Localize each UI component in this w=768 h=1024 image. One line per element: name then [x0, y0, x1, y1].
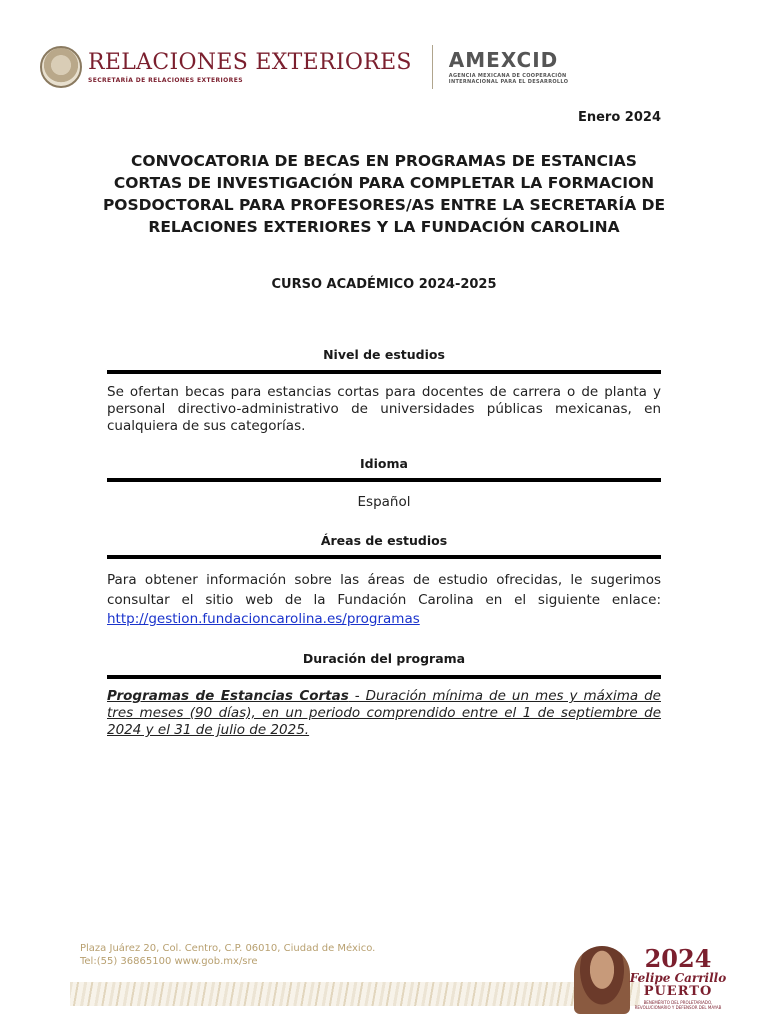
- academic-year: CURSO ACADÉMICO 2024-2025: [271, 277, 497, 292]
- letterhead: [40, 40, 600, 94]
- year-emblem: [628, 946, 728, 1010]
- program-type: Programas de Estancias Cortas: [107, 688, 349, 704]
- section-body-areas: [107, 571, 661, 630]
- section-body-idioma: Español: [357, 494, 411, 510]
- document-title: CONVOCATORIA DE BECAS EN PROGRAMAS DE ESTANCIAS CORTAS DE INVESTIGACIÓN PARA COMPLETAR LA FORMACION POSDOCTORAL PARA PROFESORES/AS ENTRE LA SECRETARÍA DE RELACIONES EXTERIORES Y LA FUNDACIÓN CAROLINA: [102, 152, 666, 236]
- section-rule: [107, 555, 661, 559]
- program-duration: - Duración mínima de un mes y máxima de tres meses (90 días), en un periodo comprendido entre el 1 de septiembre de 2024 y el 31 de julio de 2025.: [107, 688, 661, 738]
- decorative-footer-band: [70, 982, 640, 1006]
- org-title: RELACIONES EXTERIORES: [88, 50, 412, 75]
- section-heading-idioma: Idioma: [360, 456, 408, 471]
- footer-address-block: [80, 942, 375, 968]
- agency-subtitle: AGENCIA MEXICANA DE COOPERACIÓN INTERNACIONAL PARA EL DESARROLLO: [448, 73, 569, 85]
- section-heading-duracion: Duración del programa: [302, 651, 466, 666]
- section-rule: [107, 370, 661, 374]
- header-divider: [432, 45, 433, 89]
- section-body-duracion: [107, 688, 661, 739]
- badge-place: PUERTO: [643, 984, 713, 999]
- national-seal-icon: [40, 46, 82, 88]
- portrait-illustration: [574, 946, 630, 1014]
- section-heading-nivel: Nivel de estudios: [323, 347, 445, 362]
- badge-name: Felipe Carrillo: [629, 971, 727, 985]
- badge-caption: BENEMÉRITO DEL PROLETARIADO, REVOLUCIONARIO Y DEFENSOR DEL MAYAB: [634, 1000, 722, 1010]
- section-rule: [107, 478, 661, 482]
- badge-year: 2024: [644, 944, 712, 973]
- org-subtitle: SECRETARÍA DE RELACIONES EXTERIORES: [88, 77, 243, 84]
- section-rule: [107, 675, 661, 679]
- footer-contact: Tel:(55) 36865100 www.gob.mx/sre: [80, 956, 258, 967]
- document-date: Enero 2024: [577, 110, 661, 125]
- agency-title: AMEXCID: [448, 48, 559, 72]
- section-heading-areas: Áreas de estudios: [320, 533, 448, 548]
- footer-address: Plaza Juárez 20, Col. Centro, C.P. 06010, Ciudad de México.: [80, 943, 376, 954]
- areas-text: Para obtener información sobre las áreas de estudio ofrecidas, le sugerimos consultar el sitio web de la Fundación Carolina en el siguiente enlace:: [107, 572, 661, 608]
- section-body-nivel: Se ofertan becas para estancias cortas para docentes de carrera o de planta y personal directivo-administrativo de universidades públicas mexicanas, en cualquiera de sus categorías.: [107, 384, 661, 434]
- amexcid-logo: [449, 49, 589, 85]
- sre-logo: [88, 50, 412, 84]
- programs-link[interactable]: http://gestion.fundacioncarolina.es/programas: [107, 611, 420, 627]
